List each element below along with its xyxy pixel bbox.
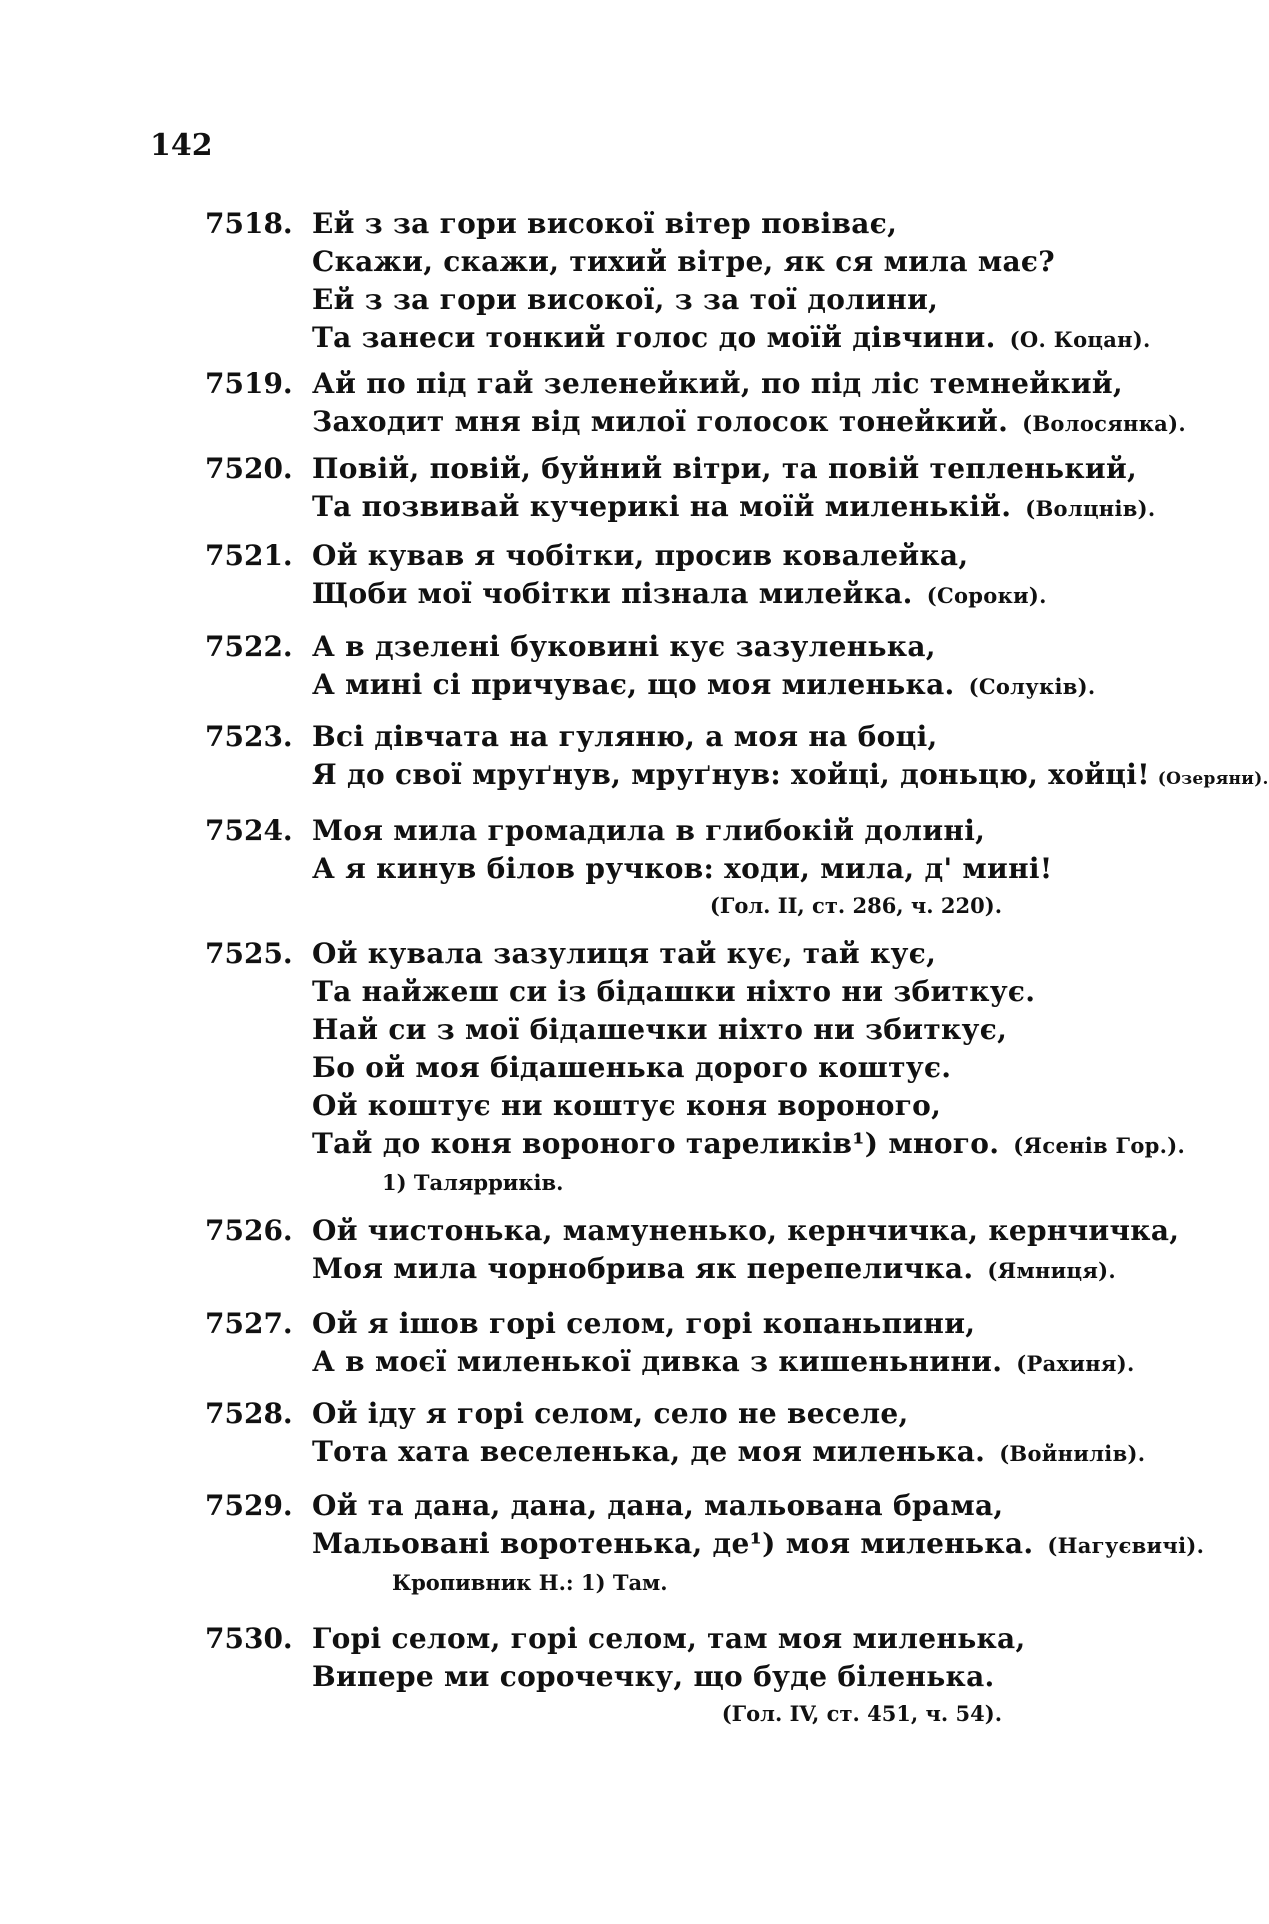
entry-number: 7520. <box>205 452 293 485</box>
verse-lines <box>312 1620 1072 1732</box>
verse-line: Всі дівчата на гуляню, а моя на боці, <box>312 720 938 753</box>
verse-lines <box>312 935 1186 1201</box>
verse-text: Заходит мня від милої голосок тонейкий. <box>312 405 1009 438</box>
verse-lines <box>312 1487 1205 1601</box>
verse-line: Скажи, скажи, тихий вітре, як ся мила має? <box>312 245 1055 278</box>
entry-number: 7524. <box>205 814 293 847</box>
verse-text: Моя мила чорнобрива як перепеличка. <box>312 1252 974 1285</box>
verse-lines <box>312 1395 1146 1473</box>
verse-line <box>312 1250 1117 1290</box>
source-citation: (Рахиня). <box>1016 1351 1135 1376</box>
verse-lines <box>312 205 1151 359</box>
verse-text: Та занеси тонкий голос до моїй дівчини. <box>312 321 996 354</box>
verse-line: Повій, повій, буйний вітри, та повій тепленький, <box>312 452 1138 485</box>
verse-line: Ой коштує ни коштує коня вороного, <box>312 1089 942 1122</box>
footnote: Кропивник Н.: 1) Там. <box>392 1570 668 1595</box>
source-citation: (Войнилів). <box>999 1441 1146 1466</box>
verse-lines <box>312 1305 1135 1383</box>
source-citation: (Гол. IV, ст. 451, ч. 54). <box>721 1701 1002 1726</box>
verse-line: А в дзелені буковині кує зазуленька, <box>312 630 936 663</box>
entry-number: 7519. <box>205 367 293 400</box>
entry-number: 7523. <box>205 720 293 753</box>
verse-lines <box>312 1212 1180 1290</box>
verse-line <box>312 666 1096 706</box>
source-citation: (Нагуєвичі). <box>1047 1533 1205 1558</box>
entry-number: 7528. <box>205 1397 293 1430</box>
source-citation: (Ямниця). <box>987 1258 1117 1283</box>
source-citation: (Гол. II, ст. 286, ч. 220). <box>709 893 1002 918</box>
source-citation: (Озеряни). <box>1157 769 1269 789</box>
entry-number: 7529. <box>205 1489 293 1522</box>
verse-line <box>312 488 1156 528</box>
verse-line <box>312 575 1072 615</box>
verse-lines <box>312 812 1072 924</box>
source-citation: (Волосянка). <box>1022 411 1186 436</box>
verse-lines <box>312 628 1096 706</box>
verse-line <box>312 403 1186 443</box>
verse-lines <box>312 537 1072 615</box>
verse-text: Мальовані воротенька, де¹) моя миленька. <box>312 1527 1034 1560</box>
verse-line <box>312 1125 1186 1165</box>
verse-text: А в моєї миленької дивка з кишеньнини. <box>312 1345 1003 1378</box>
verse-lines <box>312 718 1269 798</box>
verse-line <box>312 1343 1135 1383</box>
verse-line: Ой чистонька, мамуненько, кернчичка, кернчичка, <box>312 1214 1180 1247</box>
verse-line: Ой та дана, дана, дана, мальована брама, <box>312 1489 1004 1522</box>
verse-lines <box>312 450 1156 528</box>
source-citation: (Солуків). <box>968 674 1096 699</box>
verse-line <box>312 319 1151 359</box>
source-citation: (Волцнів). <box>1025 496 1156 521</box>
verse-text: Тота хата веселенька, де моя миленька. <box>312 1435 986 1468</box>
entry-number: 7522. <box>205 630 293 663</box>
verse-line: Ой іду я горі селом, село не веселе, <box>312 1397 909 1430</box>
verse-text: Я до свої мруґнув, мруґнув: хойці, доньцю, хойці! <box>312 758 1150 791</box>
source-citation: (Сороки). <box>926 583 1047 608</box>
verse-line <box>312 756 1269 798</box>
verse-text: Щоби мої чобітки пізнала милейка. <box>312 577 913 610</box>
verse-line: А я кинув білов ручков: ходи, мила, д' мині! <box>312 852 1053 885</box>
page-number: 142 <box>150 128 213 163</box>
verse-line: Ей з за гори високої, з за тої долини, <box>312 283 939 316</box>
footnote: 1) Талярриків. <box>382 1170 564 1195</box>
verse-line: Горі селом, горі селом, там моя миленька, <box>312 1622 1026 1655</box>
verse-line: Ой кував я чобітки, просив ковалейка, <box>312 539 969 572</box>
entry-number: 7521. <box>205 539 293 572</box>
entry-number: 7518. <box>205 207 293 240</box>
verse-line <box>312 1433 1146 1473</box>
verse-line <box>312 1525 1205 1565</box>
verse-line: Ай по під гай зеленейкий, по під ліс темнейкий, <box>312 367 1123 400</box>
verse-line: Та найжеш си із бідашки ніхто ни збиткує. <box>312 975 1036 1008</box>
entry-number: 7527. <box>205 1307 293 1340</box>
verse-text: Та позвивай кучерикі на моїй миленькій. <box>312 490 1012 523</box>
verse-line: Ей з за гори високої вітер повіває, <box>312 207 898 240</box>
verse-line: Моя мила громадила в глибокій долині, <box>312 814 986 847</box>
verse-line: Випере ми сорочечку, що буде біленька. <box>312 1660 995 1693</box>
verse-line: Бо ой моя бідашенька дорого коштує. <box>312 1051 952 1084</box>
verse-lines <box>312 365 1186 443</box>
verse-text: А мині сі причуває, що моя миленька. <box>312 668 955 701</box>
entry-number: 7526. <box>205 1214 293 1247</box>
verse-line: Ой я ішов горі селом, горі копаньпини, <box>312 1307 976 1340</box>
verse-line: Ой кувала зазулиця тай кує, тай кує, <box>312 937 937 970</box>
verse-text: Тай до коня вороного тареликів¹) много. <box>312 1127 1000 1160</box>
source-citation: (Ясенів Гор.). <box>1013 1133 1186 1158</box>
source-citation: (О. Коцан). <box>1009 327 1151 352</box>
verse-line: Най си з мої бідашечки ніхто ни збиткує, <box>312 1013 1008 1046</box>
entry-number: 7525. <box>205 937 293 970</box>
entry-number: 7530. <box>205 1622 293 1655</box>
